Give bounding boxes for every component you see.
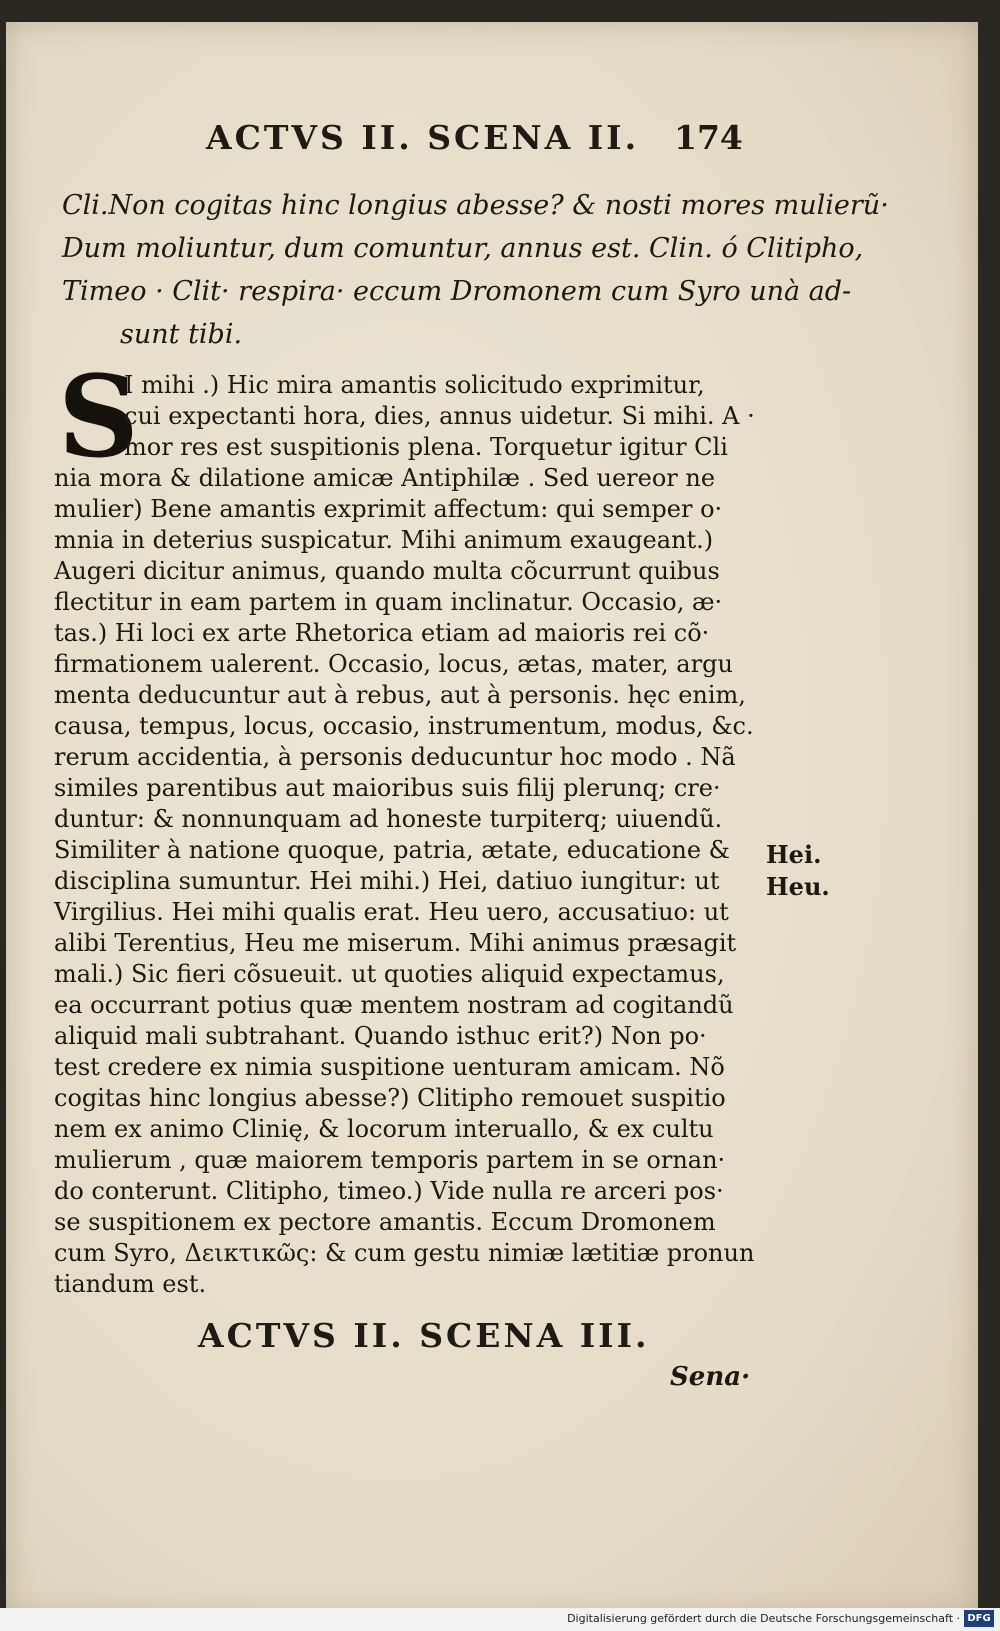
verse-block xyxy=(62,184,889,356)
commentary-line: similes parentibus aut maioribus suis filij plerunq; cre· xyxy=(54,774,721,802)
verse-line: Cli.Non cogitas hinc longius abesse? & nosti mores mulierũ· xyxy=(62,190,889,221)
commentary-line: I mihi .) Hic mira amantis solicitudo exprimitur, xyxy=(124,371,705,399)
marginal-note-hei: Hei. xyxy=(766,840,822,869)
commentary-line: tiandum est. xyxy=(54,1270,207,1298)
running-head: ACTVS II. SCENA II. xyxy=(206,118,640,157)
commentary-line: Augeri dicitur animus, quando multa cõcurrunt quibus xyxy=(54,557,720,585)
book-page xyxy=(6,22,978,1616)
commentary-line: mulierum , quæ maiorem temporis partem in se ornan· xyxy=(54,1146,726,1174)
marginal-note-heu: Heu. xyxy=(766,872,830,901)
commentary-line: mulier) Bene amantis exprimit affectum: qui semper o· xyxy=(54,495,723,523)
commentary-line: do conterunt. Clitipho, timeo.) Vide nulla re arceri pos· xyxy=(54,1177,724,1205)
catchword: Sena· xyxy=(670,1362,751,1392)
commentary-line: Similiter à natione quoque, patria, ætate, educatione & xyxy=(54,836,731,864)
page-content xyxy=(6,22,978,1616)
commentary-line: se suspitionem ex pectore amantis. Eccum Dromonem xyxy=(54,1208,716,1236)
commentary-line: cui expectanti hora, dies, annus uidetur. Si mihi. A · xyxy=(124,402,755,430)
commentary-line: Virgilius. Hei mihi qualis erat. Heu uero, accusatiuo: ut xyxy=(54,898,729,926)
verse-line: sunt tibi. xyxy=(120,319,243,350)
commentary-line: nem ex animo Clinię, & locorum interuallo, & ex cultu xyxy=(54,1115,714,1143)
commentary-line: aliquid mali subtrahant. Quando isthuc erit?) Non po· xyxy=(54,1022,707,1050)
commentary-line: causa, tempus, locus, occasio, instrumentum, modus, &c. xyxy=(54,712,754,740)
verse-line: Dum moliuntur, dum comuntur, annus est. Clin. ó Clitipho, xyxy=(62,233,864,264)
commentary-line: ea occurrant potius quæ mentem nostram ad cogitandũ xyxy=(54,991,734,1019)
dfg-logo: DFG xyxy=(964,1610,994,1627)
commentary-line: disciplina sumuntur. Hei mihi.) Hei, datiuo iungitur: ut xyxy=(54,867,720,895)
commentary-line: mnia in deterius suspicatur. Mihi animum exaugeant.) xyxy=(54,526,714,554)
drop-cap: S xyxy=(58,352,139,483)
commentary-line: cum Syro, Δεικτικῶς: & cum gestu nimiæ lætitiæ pronun xyxy=(54,1239,755,1267)
commentary-line: menta deducuntur aut à rebus, aut à personis. hęc enim, xyxy=(54,681,746,709)
digitization-credit: Digitalisierung gefördert durch die Deutsche Forschungsgemeinschaft · xyxy=(567,1612,960,1625)
commentary-line: tas.) Hi loci ex arte Rhetorica etiam ad maioris rei cõ· xyxy=(54,619,710,647)
commentary-line: rerum accidentia, à personis deducuntur hoc modo . Nã xyxy=(54,743,736,771)
commentary-line: mali.) Sic fieri cõsueuit. ut quoties aliquid expectamus, xyxy=(54,960,725,988)
commentary-line: test credere ex nimia suspitione uenturam amicam. Nõ xyxy=(54,1053,725,1081)
verse-line: Timeo · Clit· respira· eccum Dromonem cum Syro unà ad- xyxy=(62,276,852,307)
scene-heading: ACTVS II. SCENA III. xyxy=(198,1316,650,1355)
commentary-line: nia mora & dilatione amicæ Antiphilæ . Sed uereor ne xyxy=(54,464,716,492)
folio-number: 174 xyxy=(674,118,743,157)
commentary-line: firmationem ualerent. Occasio, locus, ætas, mater, argu xyxy=(54,650,733,678)
commentary-line: alibi Terentius, Heu me miserum. Mihi animus præsagit xyxy=(54,929,737,957)
commentary-block xyxy=(54,352,764,1300)
commentary-line: cogitas hinc longius abesse?) Clitipho remouet suspitio xyxy=(54,1084,726,1112)
commentary-line: mor res est suspitionis plena. Torquetur igitur Cli xyxy=(124,433,728,461)
commentary-line: flectitur in eam partem in quam inclinatur. Occasio, æ· xyxy=(54,588,723,616)
commentary-line: duntur: & nonnunquam ad honeste turpiterq; uiuendũ. xyxy=(54,805,723,833)
